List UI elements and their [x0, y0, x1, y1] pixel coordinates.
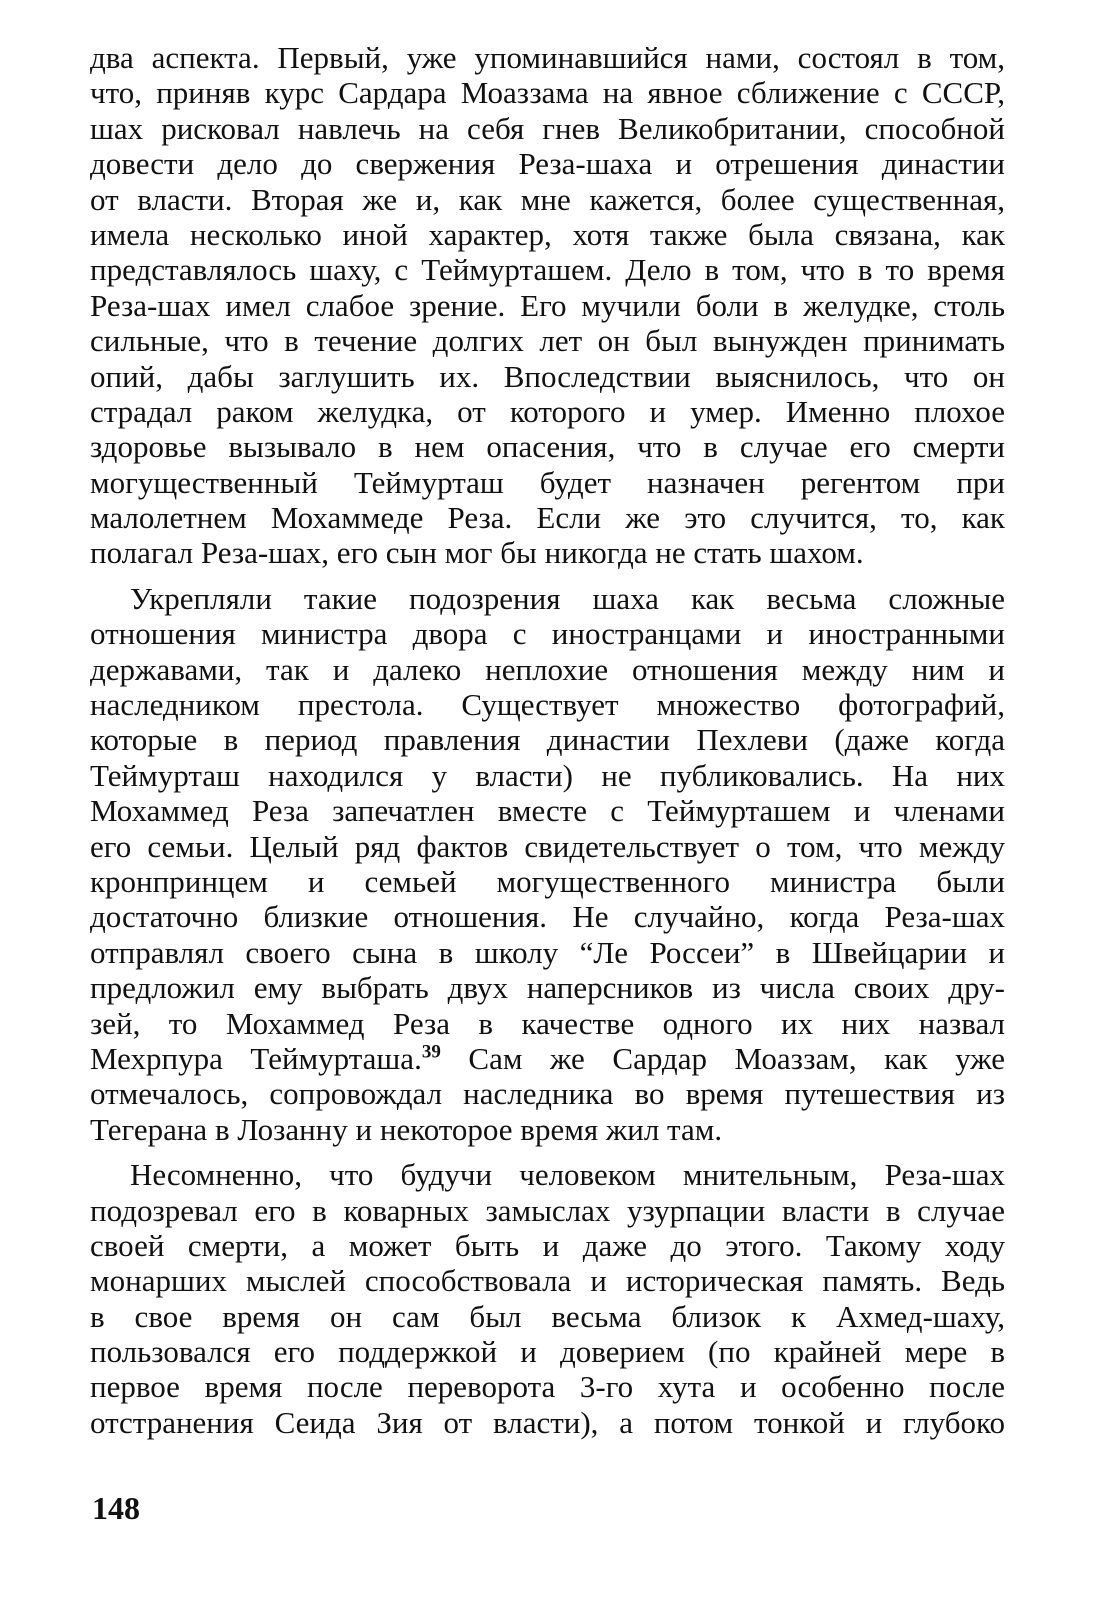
text-line: здоровье вызывало в нем опасения, что в случае его смерти: [90, 429, 1005, 465]
paragraph-1: [90, 40, 1005, 571]
text-line: отмечалось, сопровождал наследника во время путешествия из: [90, 1076, 1005, 1112]
text-line: Теймурташ находился у власти) не публиковались. На них: [90, 757, 1005, 793]
text-line: шах рисковал навлечь на себя гнев Великобритании, способной: [90, 110, 1005, 146]
text-line: Реза-шах имел слабое зрение. Его мучили боли в желудке, столь: [90, 287, 1005, 323]
text-line: кронпринцем и семьей могущественного министра были: [90, 863, 1005, 899]
text-line: страдал раком желудка, от которого и умер. Именно плохое: [90, 393, 1005, 429]
text-line: отношения министра двора с иностранцами и иностранными: [90, 616, 1005, 652]
text-line: своей смерти, а может быть и даже до этого. Такому ходу: [90, 1227, 1005, 1263]
text-line: представлялось шаху, с Теймурташем. Дело в том, что в то время: [90, 252, 1005, 288]
text-line: пользовался его поддержкой и доверием (по крайней мере в: [90, 1334, 1005, 1370]
footnote-reference[interactable]: 39: [421, 1041, 441, 1063]
text-line: имела несколько иной характер, хотя также была связана, как: [90, 216, 1005, 252]
page-number: 148: [92, 1490, 140, 1526]
text-line: довести дело до свержения Реза-шаха и отрешения династии: [90, 146, 1005, 182]
line-tail: Сам же Сардар Моаззам, как уже: [440, 1040, 1005, 1076]
text-line: первое время после переворота 3-го хута и особенно после: [90, 1369, 1005, 1405]
text-line: Мохаммед Реза запечатлен вместе с Теймурташем и членами: [90, 793, 1005, 829]
text-line: два аспекта. Первый, уже упоминавшийся нами, состоял в том,: [90, 40, 1005, 75]
text-line: полагал Реза-шах, его сын мог бы никогда не стать шахом.: [90, 535, 864, 571]
text-line: в свое время он сам был весьма близок к Ахмед-шаху,: [90, 1298, 1005, 1334]
text-line: которые в период правления династии Пехлеви (даже когда: [90, 722, 1005, 758]
paragraph-gap: [90, 1147, 1005, 1157]
body-text: [90, 40, 1005, 1440]
text-line: Несомненно, что будучи человеком мнительным, Реза-шах: [130, 1157, 1005, 1193]
text-line: Тегерана в Лозанну и некоторое время жил там.: [90, 1111, 723, 1147]
paragraph-2: [90, 581, 1005, 1147]
text-line-with-footnote: [90, 1041, 1005, 1076]
text-line: опий, дабы заглушить их. Впоследствии выяснилось, что он: [90, 358, 1005, 394]
text-line: державами, так и далеко неплохие отношения между ним и: [90, 651, 1005, 687]
text-line: могущественный Теймурташ будет назначен регентом при: [90, 464, 1005, 500]
text-line: достаточно близкие отношения. Не случайно, когда Реза-шах: [90, 899, 1005, 935]
paragraph-3: [90, 1157, 1005, 1440]
text-line: сильные, что в течение долгих лет он был вынужден принимать: [90, 323, 1005, 359]
text-line: зей, то Мохаммед Реза в качестве одного их них назвал: [90, 1005, 1005, 1041]
paragraph-gap: [90, 571, 1005, 581]
line-head: Мехрпура Теймурташа.: [90, 1040, 422, 1076]
text-line: предложил ему выбрать двух наперсников из числа своих дру-: [90, 970, 1005, 1006]
text-line: наследником престола. Существует множество фотографий,: [90, 687, 1005, 723]
text-line: отправлял своего сына в школу “Ле Россеи” в Швейцарии и: [90, 934, 1005, 970]
text-line: его семьи. Целый ряд фактов свидетельствует о том, что между: [90, 828, 1005, 864]
text-line: отстранения Сеида Зия от власти), а потом тонкой и глубоко: [90, 1404, 1005, 1440]
text-line: подозревал его в коварных замыслах узурпации власти в случае: [90, 1192, 1005, 1228]
text-line: малолетнем Мохаммеде Реза. Если же это случится, то, как: [90, 500, 1005, 536]
text-line: от власти. Вторая же и, как мне кажется, более существенная,: [90, 181, 1005, 217]
text-line: Укрепляли такие подозрения шаха как весьма сложные: [130, 580, 1005, 616]
text-line: что, приняв курс Сардара Моаззама на явное сближение с СССР,: [90, 75, 1005, 111]
text-line: монарших мыслей способствовала и историческая память. Ведь: [90, 1263, 1005, 1299]
